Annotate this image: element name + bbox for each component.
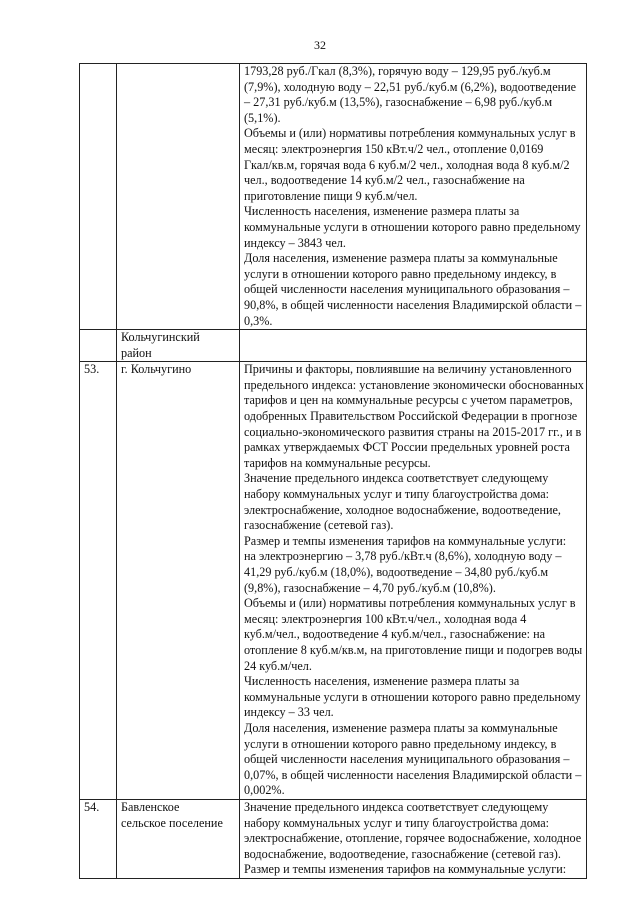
description — [240, 799, 587, 878]
description-line: приготовление пищи 9 куб.м/чел. — [244, 188, 418, 203]
description-line: набору коммунальных услуг и типу благоустройства дома: — [244, 815, 549, 830]
table-row — [80, 330, 587, 362]
municipality-name — [117, 330, 240, 362]
description-line: 24 куб.м/чел. — [244, 658, 312, 673]
description-line: индексу – 3843 чел. — [244, 235, 346, 250]
description-line: Размер и темпы изменения тарифов на коммунальные услуги: — [244, 533, 567, 548]
table-row — [80, 362, 587, 800]
description-line: – 27,31 руб./куб.м (13,5%), газоснабжение – 6,98 руб./куб.м — [244, 95, 553, 110]
description-line: на электроэнергию – 3,78 руб./кВт.ч (8,6%), холодную воду – — [244, 549, 562, 564]
description-line: отопление 8 куб.м/кв.м, на приготовление пищи и подогрев воды — [244, 642, 583, 657]
table-row — [80, 799, 587, 878]
description-line: общей численности населения муниципального образования – — [244, 752, 570, 767]
description-line: электроснабжение, холодное водоснабжение, водоотведение, — [244, 502, 561, 517]
description-line: коммунальные услуги в отношении которого равно предельному — [244, 219, 581, 234]
description-line: Значение предельного индекса соответствует следующему — [244, 799, 549, 814]
description-line: общей численности населения муниципального образования – — [244, 282, 570, 297]
description-line: предельного индекса: установление экономически обоснованных — [244, 377, 584, 392]
description — [240, 362, 587, 800]
municipality-name — [117, 64, 240, 330]
description-line: одобренных Правительством Российской Федерации в прогнозе — [244, 409, 578, 424]
description-line: социально-экономического развития страны на 2015-2017 гг., и в — [244, 424, 582, 439]
description-line: 90,8%, в общей численности населения Владимирской области – — [244, 297, 582, 312]
description — [240, 64, 587, 330]
description-line: (9,8%), газоснабжение – 4,70 руб./куб.м (10,8%). — [244, 580, 496, 595]
description-line: 41,29 руб./куб.м (18,0%), водоотведение – 34,80 руб./куб.м — [244, 565, 549, 579]
municipality-name-line: сельское поселение — [121, 815, 223, 830]
description-line: Значение предельного индекса соответствует следующему — [244, 471, 549, 486]
description-line: набору коммунальных услуг и типу благоустройства дома: — [244, 487, 549, 502]
description-line: Численность населения, изменение размера платы за — [244, 674, 520, 689]
description-line: Объемы и (или) нормативы потребления коммунальных услуг в — [244, 126, 576, 141]
row-number: 54. — [80, 799, 117, 878]
description-line: 0,3%. — [244, 313, 273, 328]
description-line: Доля населения, изменение размера платы за коммунальные — [244, 720, 558, 735]
description-line: электроснабжение, отопление, горячее водоснабжение, холодное — [244, 831, 582, 846]
row-number — [80, 64, 117, 330]
description-line: месяц: электроэнергия 150 кВт.ч/2 чел., отопление 0,0169 — [244, 141, 544, 156]
tariff-table — [79, 63, 587, 879]
description-line: Объемы и (или) нормативы потребления коммунальных услуг в — [244, 596, 576, 611]
municipality-name-line: Бавленское — [121, 799, 180, 814]
description-line: Причины и факторы, повлиявшие на величину установленного — [244, 362, 572, 377]
description-line: Гкал/кв.м, горячая вода 6 куб.м/2 чел., холодная вода 8 куб.м/2 — [244, 157, 570, 172]
description-line: 0,07%, в общей численности населения Владимирской области – — [244, 767, 582, 782]
description-line: чел., водоотведение 14 куб.м/2 чел., газоснабжение на — [244, 173, 525, 188]
page-number: 32 — [314, 38, 326, 52]
municipality-name-line: Кольчугинский — [121, 330, 200, 345]
description-line: куб.м/чел., водоотведение 4 куб.м/чел., газоснабжение: на — [244, 627, 546, 642]
municipality-name — [117, 799, 240, 878]
row-number: 53. — [80, 362, 117, 800]
description-line: рамках утверждаемых ФСТ России предельных уровней роста — [244, 440, 570, 455]
row-number — [80, 330, 117, 362]
description-line: тарифов и цен на коммунальные ресурсы с учетом параметров, — [244, 393, 573, 408]
description-line: 1793,28 руб./Гкал (8,3%), горячую воду – 129,95 руб./куб.м — [244, 64, 551, 78]
description-line: индексу – 33 чел. — [244, 705, 334, 720]
table-row — [80, 64, 587, 330]
description-line: Численность населения, изменение размера платы за — [244, 204, 520, 219]
description-line: месяц: электроэнергия 100 кВт.ч/чел., холодная вода 4 — [244, 611, 527, 626]
description-line: водоснабжение, водоотведение, газоснабжение (сетевой газ). — [244, 846, 561, 861]
description-line: тарифов на коммунальные ресурсы. — [244, 455, 431, 470]
description-line: Доля населения, изменение размера платы за коммунальные — [244, 251, 558, 266]
table-body — [80, 64, 587, 879]
description-line: газоснабжение (сетевой газ). — [244, 518, 394, 533]
description — [240, 330, 587, 362]
description-line: 0,002%. — [244, 783, 285, 798]
description-line: услуги в отношении которого равно предельному индексу, в — [244, 266, 557, 281]
municipality-name-line: район — [121, 345, 152, 360]
description-line: коммунальные услуги в отношении которого равно предельному — [244, 689, 581, 704]
municipality-name — [117, 362, 240, 800]
description-line: (7,9%), холодную воду – 22,51 руб./куб.м (6,2%), водоотведение — [244, 79, 577, 94]
municipality-name-line: г. Кольчугино — [121, 362, 192, 377]
description-line: Размер и темпы изменения тарифов на коммунальные услуги: — [244, 862, 567, 877]
description-line: услуги в отношении которого равно предельному индексу, в — [244, 736, 557, 751]
description-line: (5,1%). — [244, 110, 281, 125]
